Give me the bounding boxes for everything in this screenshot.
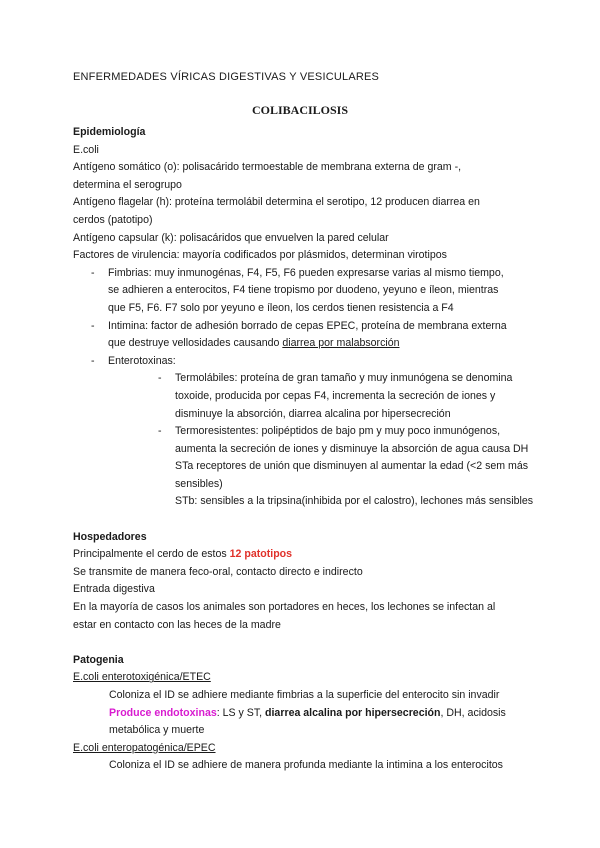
text-line: cerdos (patotipo) xyxy=(73,213,153,226)
list-item-enterotoxinas: - Enterotoxinas: xyxy=(73,353,533,371)
text-line: Produce endotoxinas: LS y ST, diarrea alcalina por hipersecreción, DH, acidosis xyxy=(109,706,506,719)
text-line: En la mayoría de casos los animales son portadores en heces, los lechones se infectan al xyxy=(73,601,496,614)
text-line: se adhieren a enterocitos, F4 tiene tropismo por duodeno, yeyuno e íleon, mientras xyxy=(108,284,499,297)
subheading-epec: E.coli enteropatogénica/EPEC xyxy=(73,741,216,754)
text-line: aumenta la secreción de iones y disminuye la absorción de agua causa DH xyxy=(175,442,529,455)
page-title: COLIBACILOSIS xyxy=(251,103,349,117)
section-heading-patogenia: Patogenia xyxy=(73,653,124,666)
list-dash: - xyxy=(158,425,162,438)
text-line: Entrada digestiva xyxy=(73,583,155,596)
document-body xyxy=(73,124,533,775)
text-line: E.coli xyxy=(73,143,99,156)
text-line: que F5, F6. F7 solo por yeyuno e íleon, los cerdos tienen resistencia a F4 xyxy=(108,301,454,314)
text-line: sensibles) xyxy=(175,477,223,490)
highlight-red: 12 patotipos xyxy=(229,548,293,561)
bold-term: diarrea alcalina por hipersecreción xyxy=(265,706,441,719)
text-line: STb: sensibles a la tripsina(inhibida por el calostro), lechones más sensibles xyxy=(175,495,534,508)
list-item-intimina: - Intimina: factor de adhesión borrado de cepas EPEC, proteína de membrana externa xyxy=(73,318,533,336)
list-dash: - xyxy=(91,319,95,332)
text-line: Antígeno capsular (k): polisacáridos que envuelven la pared celular xyxy=(73,231,389,244)
text-line: STa receptores de unión que disminuyen al aumentar la edad (<2 sem más xyxy=(175,460,529,473)
text-line: Antígeno flagelar (h): proteína termolábil determina el serotipo, 12 producen diarrea en xyxy=(73,196,480,209)
section-heading-hospedadores: Hospedadores xyxy=(73,530,147,543)
list-item-fimbrias: - Fimbrias: muy inmunogénas, F4, F5, F6 pueden expresarse varias al mismo tiempo, xyxy=(73,265,533,283)
text-line: metabólica y muerte xyxy=(109,724,205,737)
underlined-term: diarrea por malabsorción xyxy=(282,337,400,350)
list-dash: - xyxy=(91,354,95,367)
text-line: determina el serogrupo xyxy=(73,178,182,191)
list-item-termolabiles: - Termolábiles: proteína de gran tamaño y muy inmunógena se denomina xyxy=(73,370,533,388)
subheading-etec: E.coli enterotoxigénica/ETEC xyxy=(73,671,211,684)
text-line: Coloniza el ID se adhiere de manera profunda mediante la intimina a los enterocitos xyxy=(109,759,503,772)
text-line: que destruye vellosidades causando diarrea por malabsorción xyxy=(108,337,400,350)
highlight-magenta: Produce endotoxinas xyxy=(109,706,217,719)
list-dash: - xyxy=(91,266,95,279)
text-line: Coloniza el ID se adhiere mediante fimbrias a la superficie del enterocito sin invadir xyxy=(109,689,500,701)
list-item-termoresistentes: - Termoresistentes: polipéptidos de bajo pm y muy poco inmunógenos, xyxy=(73,423,533,441)
text-line: Antígeno somático (o): polisacárido termoestable de membrana externa de gram -, xyxy=(73,161,462,174)
document-header: ENFERMEDADES VÍRICAS DIGESTIVAS Y VESICULARES xyxy=(73,71,380,83)
section-heading-epidemiologia: Epidemiología xyxy=(73,126,146,138)
text-line: Factores de virulencia: mayoría codificados por plásmidos, determinan virotipos xyxy=(73,249,447,262)
list-dash: - xyxy=(158,372,162,385)
text-line: Principalmente el cerdo de estos 12 patotipos xyxy=(73,548,293,561)
text-line: estar en contacto con las heces de la madre xyxy=(73,618,281,631)
text-line: toxoide, producida por cepas F4, incrementa la secreción de iones y xyxy=(175,389,496,402)
text-line: Se transmite de manera feco-oral, contacto directo e indirecto xyxy=(73,565,363,578)
text-line: disminuye la absorción, diarrea alcalina por hipersecreción xyxy=(175,407,451,420)
